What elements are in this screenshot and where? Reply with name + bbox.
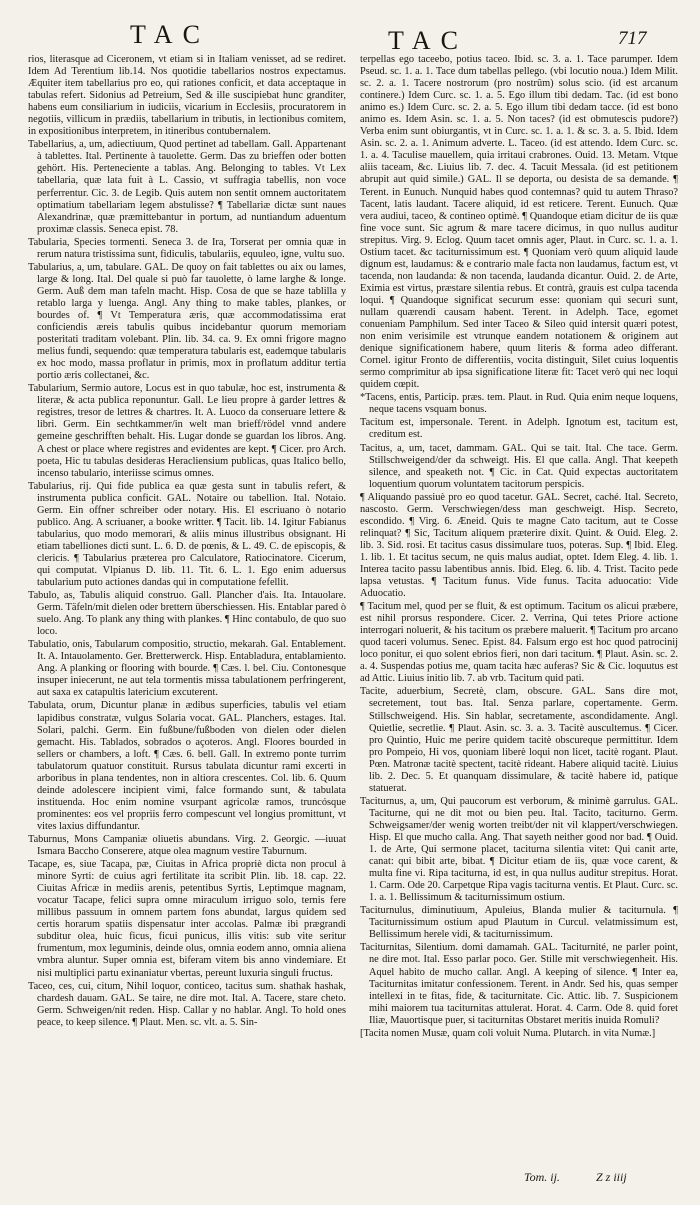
entry-paragraph: ¶ Aliquando passiuè pro eo quod tacetur. GAL. Secret, caché. Ital. Secreto, nascosto. Germ. Verschwiegen/dess man geschweigt. Hisp. Secreto, escondido. ¶ Virg. 6. Æneid. Quis te magne Cato tacitum, aut te Cosse relinquat? ¶ Sic, Tacitum aliquem præterire dixit. Quint. & Ouid. Eleg. 2. lib. 3. Sid. rosi. Et tacitus casus dissimulare tuos, poteras. Sup. ¶ Ibid. Eleg. 1. lib. 1. Et tacitus secum, ne quis malus audiat, optet. Idem Eleg. 4. lib. 1. Interea tacito passu labentibus annis. Ibid. Eleg. 6. lib. 4. Trist. Tacito pede lapsa vetustas. ¶ Tacitum funus. Vide funus. Tacita aduocatio: Vide Aduocatio. — [360, 491, 678, 600]
entry-paragraph: ¶ Tacitum mel, quod per se fluit, & est optimum. Tacitum os alicui præbere, est nihil prorsus respondere. Cicer. 2. Verrina, Qui tetes Priore actione interrogari noluerit, & his tacitum os præbere maluerit. ¶ Tacitum pro arcano quod taceri volumus. Senec. Epist. 84. Falsum ergo est hoc quod patrocinij loco ponitur, ei quo solent ebrios fieri, non dari tacitum. ¶ Plaut. Asin. sc. 2. a. 4. Suspendas potius me, quam tacita hæc auferas? Sic & Cic. loquutus est ad Attic. Liuius initio lib. 7. ab vrb. Tacitum quid pati. — [360, 601, 678, 685]
catchword: Z z iiij — [596, 1170, 627, 1184]
entry-paragraph: Tabularia, Species tormenti. Seneca 3. de Ira, Torserat per omnia quæ in rerum natura tristissima sunt, fidiculis, tabulariis, equuleo, igne, vultu suo. — [28, 236, 346, 260]
entry-paragraph: Taceo, ces, cui, citum, Nihil loquor, conticeo, tacitus sum. shathak hashak, chardesh dauam. GAL. Se taire, ne dire mot. Ital. A. Tacere, stare cheto. Germ. Schweigen/nit reden. Hisp. Callar y no hablar. Angl. To hold ones peace, to keep silence. ¶ Plaut. Men. sc. vlt. a. 5. Sin- — [28, 980, 346, 1028]
entry-paragraph: Tabularius, a, um, tabulare. GAL. De quoy on fait tablettes ou aix ou lames, large & long. Ital. Del quale si può far tauolette, ò lame larghe & longe. Germ. Auß dem man tafeln macht. Hisp. Cosa de que se haze tablilla y retablo larga y luenga. Angl. Any thing to make tables, plankes, or bourdes of. ¶ Vt Temperatura æris, quæ accommodatissima erat conficiendis æreis tabulis quibus incidebantur quorum memoriam posteritati traditam volebant. Plin. lib. 34. ca. 9. Ex omni frigore magno melius fundi, sequendo: quæ temperatura tabularis est, eademque tabularis ex hoc modo, massa proflatur in primis, mox in proflatum additur tertia portio æris collectanei, &c. — [28, 261, 346, 382]
entry-paragraph: Taciturnitas, Silentium. domi damamah. GAL. Taciturnité, ne parler point, ne dire mot. Ital. Esso parlar poco. Ger. Stille mit verschwiegenheit. His. Aquel habito de mucho callar. Angl. A keeping of silence. ¶ Inter ea, Taciturnitas imitatur confessionem. Terent. in Andr. Sed his, quas semper intellexi in te fitas, fide, & taciturnitate. Cic. Attic. lib. 7. Suspicionem mihi maiorem tua taciturnitas attulerat. Horat. 4. Carm. Ode 8. quid foret Iliæ, Mauortisque puer, si taciturnitas Obstaret meritis inuida Romuli? — [360, 942, 678, 1026]
signature-mark: Tom. ij. — [524, 1170, 560, 1184]
entry-paragraph: Tacape, es, siue Tacapa, pæ, Ciuitas in Africa propriè dicta non procul à minore Syrti: de cuius agri fertilitate ita scribit Plin. lib. 18. cap. 22. Ciuitas Africæ in mediis arenis, petentibus Syrtis, Leptimque magnam, vocatur Tacape, felici supra omne miraculum irriguo solo, ternis fere millibus passuum in omnem partem fons abundat, largus quidem sed certis horarum spatiis dispensatur inter accolas. Palmæ ibi prægrandi subditur olea, huic ficus, ficui punicus, illis vitis: sub vite seritur frumentum, mox leguminis, deinde olus, omnia eodem anno, omnia aliena vmbra aluntur. Super omnia est, biferam vitem bis anno vindemiare. Et nisi multiplici partu exinaniatur vbertas, pereunt luxuria singuli fructus. — [28, 859, 346, 979]
entry-paragraph: Tabulo, as, Tabulis aliquid construo. Gall. Plancher d'ais. Ita. Intauolare. Germ. Täfeln/mit dielen oder brettern überschiessen. His. Entablar pared ò suelo. Ang. To plank any thing with plankes. ¶ Hinc contabulo, de quo suo loco. — [28, 590, 346, 638]
running-head — [0, 20, 700, 56]
entry-paragraph: Tabularius, rij. Qui fide publica ea quæ gesta sunt in tabulis refert, & instrumenta publica conficit. GAL. Notaire ou tabellion. Ital. Notaio. Germ. Ein offner schreiber oder notary. His. El escriuano ò notario publico. Ang. A scriuaner, a booke writter. ¶ Tacit. lib. 14. Igitur Fabianus tabularius, quo modo memorari, & aliis minus illustribus obsignant. Hi etiam tabelliones dicti sunt. L. 6. D. de pœnis, & L. 49. C. de episcopis, & clericis. ¶ Tabularius præterea pro Calculatore, Ratiocinatore. Cicerum, qui computat. Vlpianus D. lib. 11. Tit. 6. L. 1. Ego enim aduersus tabularium puto actiones dandas qui in computatione fefellit. — [28, 480, 346, 589]
entry-paragraph: Taciturnus, a, um, Qui paucorum est verborum, & minimè garrulus. GAL. Taciturne, qui ne dit mot ou bien peu. Ital. Tacito, taciturno. Germ. Schweigsamer/der wenig worten treibt/der nit vil klappert/verschwiegen. Hisp. El que mucho calla. Ang. That sayeth neither good nor bad. ¶ Ouid. 1. de Arte, Qui sermone placet, taciturna silentia vitet: Qui canit arte, canat: qui bibit arte, bibat. ¶ Dicitur etiam de iis, quæ voce carent, & multa fine vi. Ripa taciturna, id est, in qua nullus auditur strepitus. Horat. 1. Carm. Ode 20. Carpetque Ripa vagis taciturna ventis. Et Plaut. Curc. sc. 1. a. 1. Bellissimum & taciturnissimum ostium. — [360, 795, 678, 904]
entry-paragraph: rios, literasque ad Ciceronem, vt etiam si in Italiam venisset, ad se rediret. Idem Ad Terentium lib.14. Nos quotidie tabellarios nostros expectamus. Æquiter item tabellarius pro eo, qui rationes conficit, et data acceptaque in tabulas refert. Sidonius ad Petreium, Sed & ille suscipiebat hunc granditer, habens eum consiliarium in iudiciis, vicarium in Ecclesiis, procuratorem in negotiis, villicum in prædiis, tabellarium in tributis, in lectionibus comitem, in expositionibus interpretem, in itineribus contubernalem. — [28, 54, 346, 138]
running-head-left: TAC — [130, 20, 210, 49]
page-number: 717 — [618, 28, 647, 49]
entry-paragraph: Taburnus, Mons Campaniæ oliuetis abundans. Virg. 2. Georgic. —iuuat Ismara Baccho Conserere, atque olea magnum vestire Taburnum. — [28, 834, 346, 858]
entry-paragraph: Tabulatio, onis, Tabularum compositio, structio, mekarah. Gal. Entablement. It. A. Intauolamento. Ger. Bretterwerck. Hisp. Entabladura, entablamiento. Ang. A planking or flooring with bourde. ¶ Cæs. l. bel. Ciu. Contonesque insuper iniecerunt, ne aut tela tormentis missa tabulationem perfringerent, aut saxa ex catapultis latericium excuterent. — [28, 639, 346, 699]
left-column — [28, 54, 346, 1169]
entry-paragraph: Tabellarius, a, um, adiectiuum, Quod pertinet ad tabellam. Gall. Appartenant à tablettes. Ital. Pertinente à tauolette. Germ. Das zu brieffen oder botten gehört. His. Perteneciente a tablas. Ang. Belonging to tables. Vt Lex tabellaria, quæ lata fuit à L. Cassio, vt suffragia tabellis, non voce perferrentur. Cic. 3. de Legib. Quis autem non sentit omnem auctoritatem optimatium tabellariam legem abstulisse? ¶ Tabellariæ dictæ sunt naues Alexandrinæ, quæ præmittebantur in portum, ad nuntiandum aduentum proximæ classis. Seneca epist. 78. — [28, 139, 346, 235]
entry-paragraph: Tabularium, Sermio autore, Locus est in quo tabulæ, hoc est, instrumenta & literæ, & acta publica reponuntur. Gall. Le lieu propre à garder lettres & registres, tresor de lettres & chartres. It. A. Luoco da conseruare lettere & libri. Germ. Ein sechtkammer/in welt man brieff/rödel vnnd andere gemeine geschrifften behalt. His. Lugar donde se guardan los libros. Ang. A chest or place where registres and evidentes are kept. ¶ Cicer. pro Arch. poeta, Hic tu tabulas desideras Heracliensium publicas, quas Italico bello, incenso tabulario, interiisse scimus omnes. — [28, 383, 346, 479]
right-column — [360, 54, 678, 1169]
entry-paragraph: [Tacita nomen Musæ, quam coli voluit Numa. Plutarch. in vita Numæ.] — [360, 1027, 656, 1039]
entry-paragraph: terpellas ego taceebo, potius taceo. Ibid. sc. 3. a. 1. Tace parumper. Idem Pseud. sc. 1. a. 1. Tace dum tabellas pellego. (vbi locutio noua.) Idem Milit. sc. 2. a. 1. Tacere nostrorum (pro nostrûm) solus scio. (id est arcanum continere.) Idem Curc. sc. 1. a. 5. Ego illum tibi dedam. Tac. (id est bono animo es.) Idem Curc. sc. 2. a. 5. Ego illum tibi dedam tacce. (id est bono animo es. Idem Asin. sc. 1. a. 5. Non taces? (id est obmutescis pudore?) Verba enim sunt obiurgantis, vt in Curc. sc. 1. a. 1. & sc. 3. a. 5. Ibid. Idem Asin. sc. 2. a. 1. Animum adverte. L. Taceo. (id est attendo. Idem Curc. sc. 1. a. 4. Taculise mauellem, quia irritaui crabrones. Ouid. 13. Metam. Vtque aliis taceam, &c. Liuius lib. 7. dec. 4. Tacuit Messala. (id est petitionem abrupit aut quid simile.) GAL. Il se deporta, ou desista de sa demande. ¶ Terent. in Eunuch. Nunquid habes quod contemnas? quid tu autem Thraso? Tacent, latis laudant. Tacere aliquid, id est reticere. Terent. Eunuch. Quæ vera audiui, taceo, & contineo optimè. ¶ Quandoque etiam dicitur de iis quæ fine voce sunt. Sic agrum & mare tacere dicimus, in quo nullus auditur strepitus. Virg. 9. Eclog. Quum tacet omnis ager, Plaut. in Curc. sc. 1. a. 1. Ostium tacet. &c taciturnissimum est. ¶ Quoniam verò quum aliquid laude dignum est, laudamus: & e contrario male facta non laudamus, factum est, vt tacenda, non laudanda: & non tacenda, laudanda dicantur. Ouid. 2. de Arte, Eximia est virtus, præstare silentia rebus. Et contrà, grauis est culpa tacenda loqui. ¶ Quandoque significat securum esse: quoniam qui securi sunt, nullam quærendi causam habent. Terent. in Adelph. Tace, egomet conueniam Pamphilum. Sed inter Taceo & Sileo quid intersit quæri potest, non enim verisimile est vtrunque eandem notationem & originem aut denique significationem habere, quum literis & forma adeo differant. Cornel. igitur Fronto de differentiis, vocita distinguit, Silet cuius loquentis sermo comprimitur ab ipsa significatione literæ fit: Tacet verò qui nec loqui quidem cœpit. — [360, 54, 678, 391]
entry-paragraph: Tacitus, a, um, tacet, dammam. GAL. Qui se tait. Ital. Che tace. Germ. Stillschweigend/der da schweigt. His. El que calla. Angl. That keepeth silence, and speaketh not. ¶ Cic. in Cat. Quid expectas auctoritatem loquentium quorum voluntatem tacitorum perspicis. — [360, 442, 678, 490]
entry-paragraph: Tacitum est, impersonale. Terent. in Adelph. Ignotum est, tacitum est, creditum est. — [360, 417, 678, 441]
running-head-right: TAC — [388, 26, 468, 55]
entry-paragraph: Tacite, aduerbium, Secretè, clam, obscure. GAL. Sans dire mot, secretement, tout bas. Ital. Senza parlare, copertamente. Germ. Stillschweigend. His. Sin hablar, secretamente, ascondidamente. Angl. Quietlie, secretlie. ¶ Plaut. Asin. sc. 3. a. 3. Tacitè auscultemus. ¶ Cicer. pro Quintio, Huic me perire quidem tacitè obscureque permittitur. Idem pro Pompeio, Hi vos, quoniam liberè loqui non licet, tacitè rogant. Plaut. Pœn. Matronæ tacitè spectent, tacitè rideant. Habere aliquid tacitè. Liuius lib. 2. Dec. 5. Et quanquam dissimulare, & tacitè habere id, patique statuerat. — [360, 686, 678, 794]
page-footer — [0, 1170, 700, 1190]
entry-paragraph: Taciturnulus, diminutiuum, Apuleius, Blanda mulier & taciturnula. ¶ Taciturnissimum ostium apud Plautum in Curcul. velatmissimum est, Bellissimum herele vidi, & taciturnissimum. — [360, 905, 678, 941]
entry-paragraph: Tabulata, orum, Dicuntur planæ in ædibus superficies, tabulis vel etiam lapidibus constratæ, vulgus Solaria vocat. GAL. Planchers, estages. Ital. Solari, palchi. Germ. Ein fußbune/fußboden von dielen oder dielen gemacht. His. Tablados, sobrados o açoteros. Angl. Floores bourded in sellers or chambers, a loft. ¶ Cæs. 6. bell. Gall. In extremo ponte turrim tabulatorum quatuor constituit. Rursus tabulata dicuntur rami excerti in arboribus in plana tendentes, non in altiora crescentes. Col. lib. 6. Quum deinde adolescere incipient vimi, falce formando sunt, & tabulata instituenda. Hoc enim nomine vsurpant agricolæ ramos, truncósque prominentes: eos vel propriis ferro compescunt vel longius promittunt, vt vites laxius diffundantur. — [28, 700, 346, 832]
entry-paragraph: *Tacens, entis, Particip. præs. tem. Plaut. in Rud. Quia enim neque loquens, neque tacens vsquam bonus. — [360, 392, 678, 416]
